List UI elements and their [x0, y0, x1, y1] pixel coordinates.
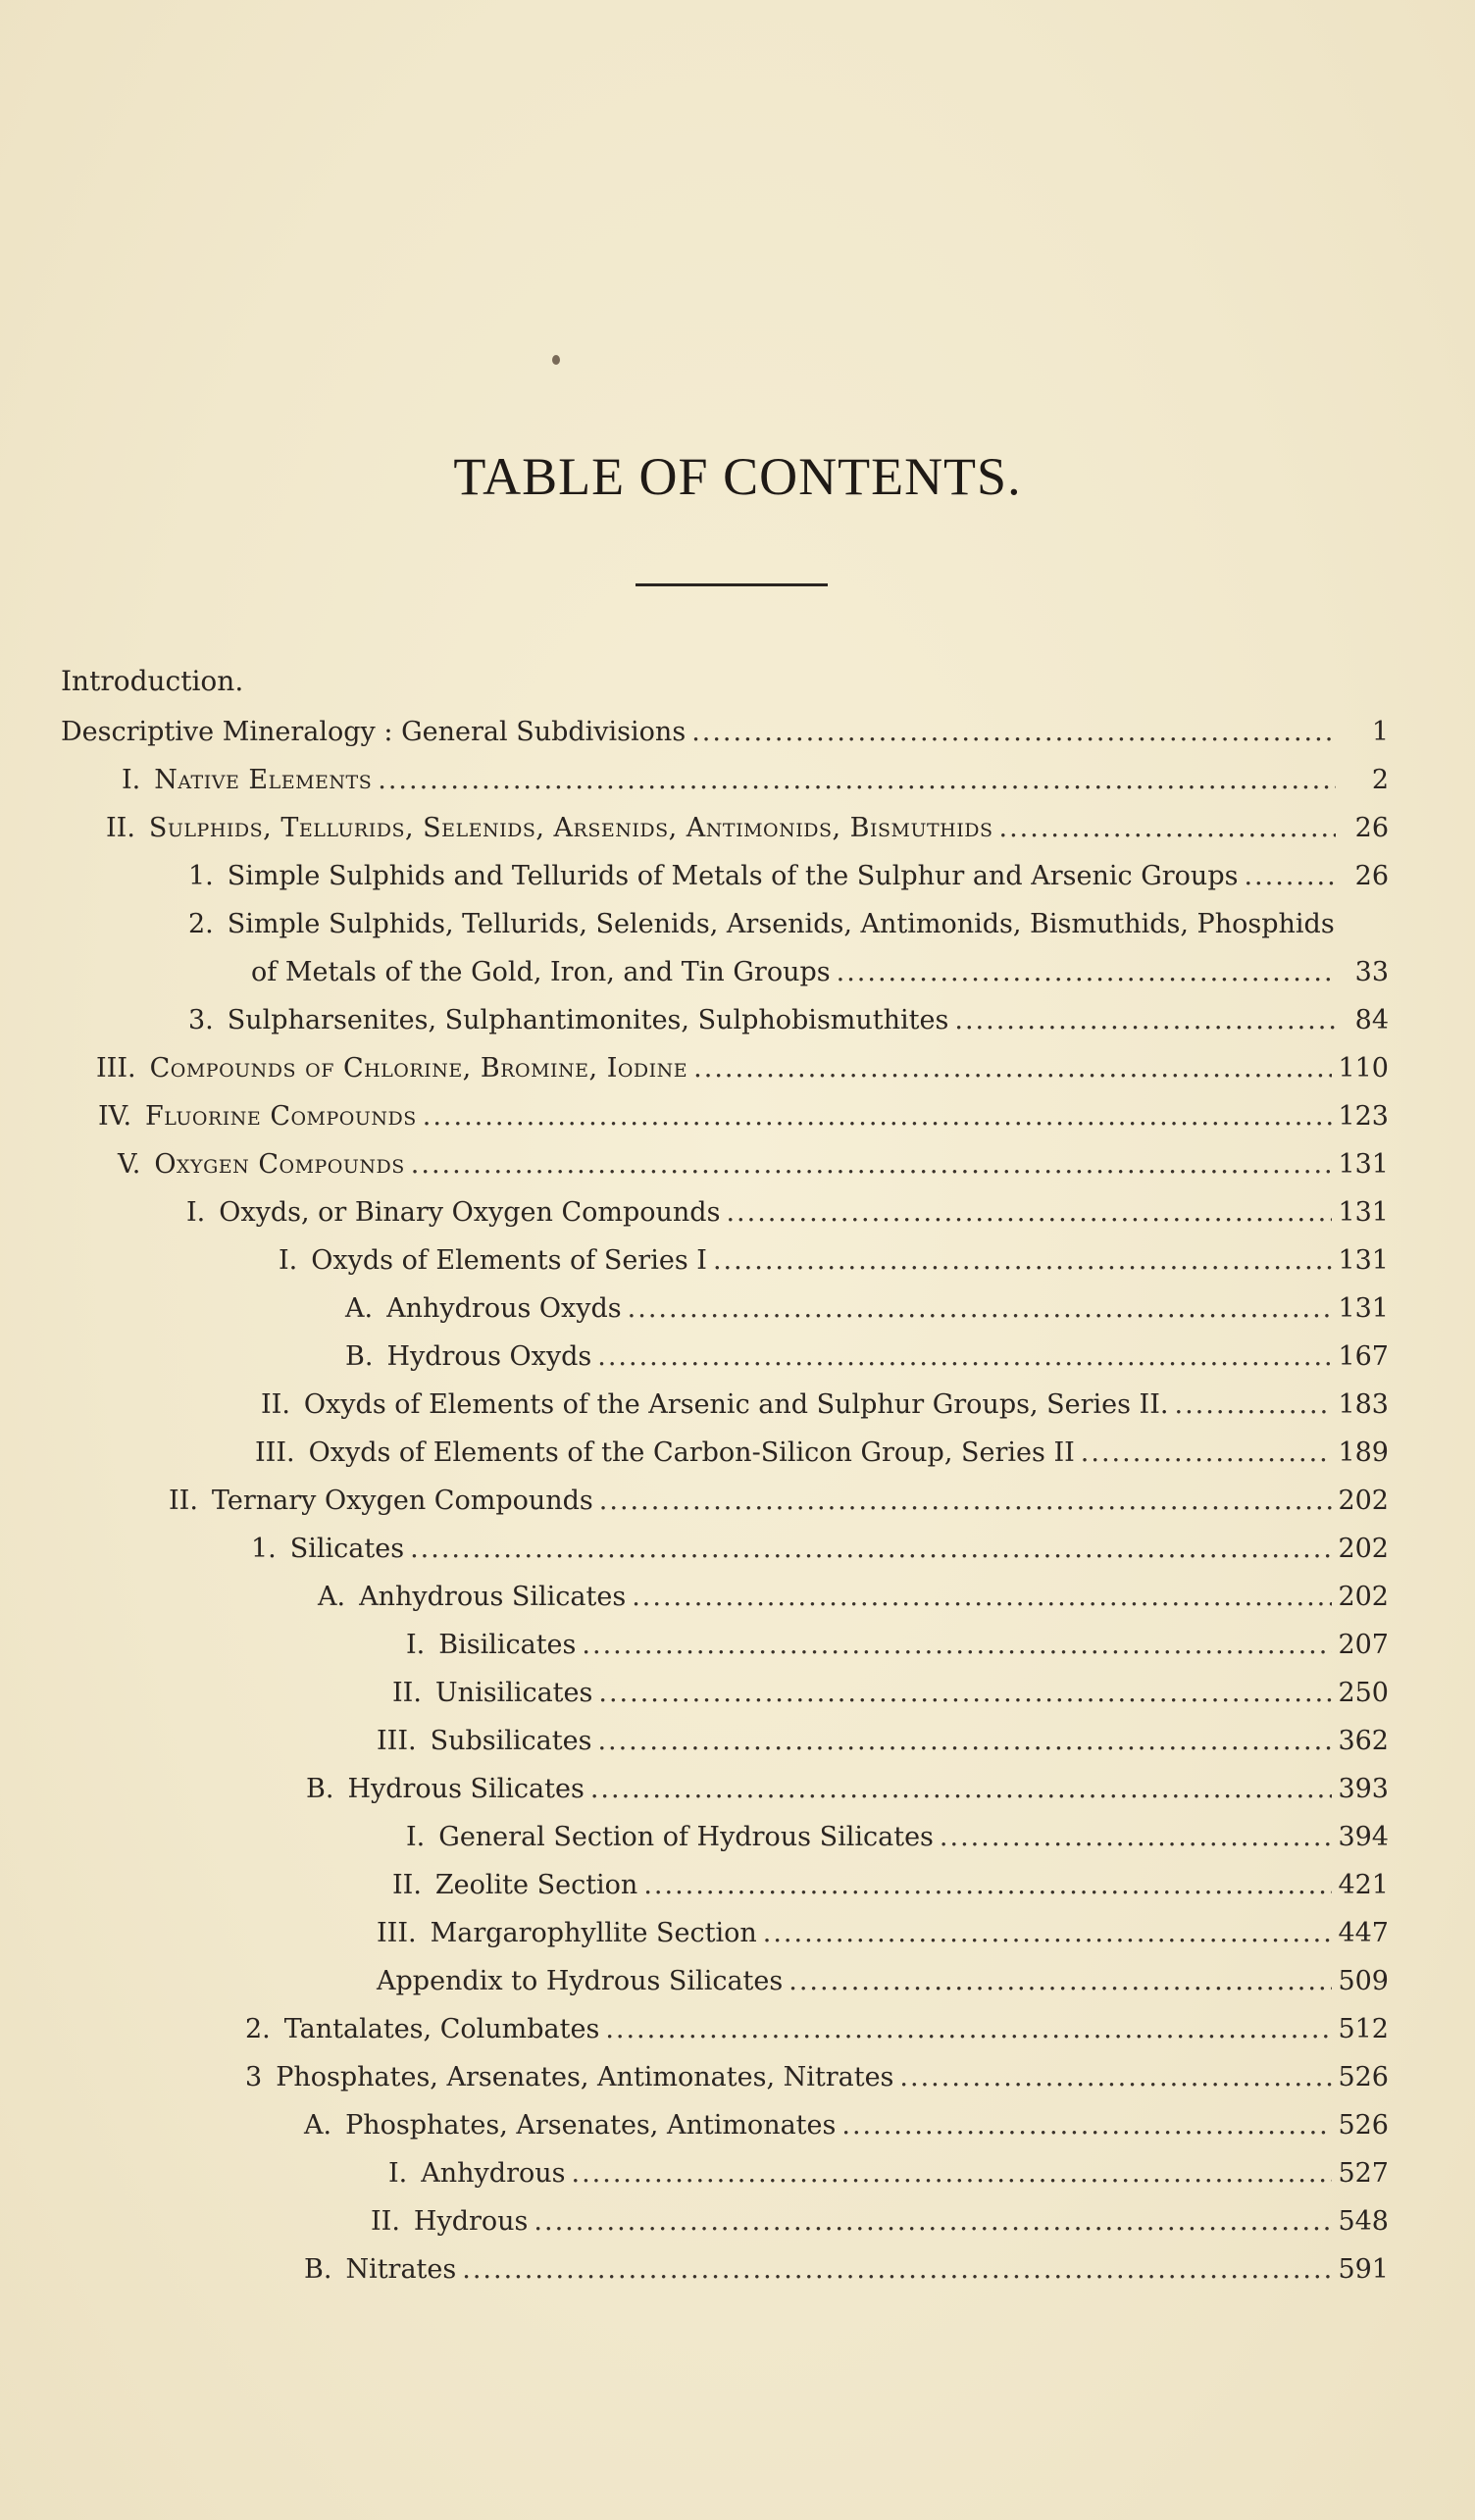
- toc-entry: [61, 713, 1389, 752]
- toc-entry-page: 189: [1338, 1437, 1389, 1468]
- toc-entry-number: 2.: [245, 2014, 271, 2044]
- toc-entry: [345, 1289, 1389, 1329]
- dot-leader: [788, 1962, 1332, 2001]
- toc-entry-label: Tantalates, Columbates: [283, 2014, 600, 2044]
- toc-entry-page: 527: [1338, 2158, 1389, 2189]
- toc-entry-label: Oxyds, or Binary Oxygen Compounds: [219, 1197, 721, 1228]
- toc-entry-page: 202: [1338, 1534, 1389, 1564]
- toc-entry-page: 394: [1338, 1822, 1389, 1852]
- toc-entry-page: 110: [1338, 1053, 1389, 1084]
- toc-entry-page: 1: [1371, 717, 1389, 747]
- dot-leader: [1081, 1434, 1333, 1473]
- toc-entry: [377, 1914, 1389, 1953]
- toc-entry-number: II.: [371, 2206, 400, 2237]
- toc-entry-page: 131: [1338, 1245, 1389, 1276]
- toc-entry-number: II.: [261, 1389, 290, 1420]
- toc-entry-label: Anhydrous: [421, 2158, 566, 2189]
- dot-leader: [462, 2250, 1332, 2290]
- toc-entry-number: A.: [345, 1293, 374, 1324]
- toc-entry-page: 393: [1338, 1774, 1389, 1804]
- toc-entry: [245, 2058, 1389, 2097]
- toc-entry-number: 1.: [188, 861, 214, 891]
- dot-leader: [423, 1097, 1333, 1136]
- toc-entry-page: 526: [1338, 2110, 1389, 2141]
- toc-entry-number: III.: [96, 1053, 136, 1084]
- toc-entry-label: Bisilicates: [438, 1630, 577, 1660]
- introduction-heading: Introduction.: [61, 665, 244, 697]
- dot-leader: [534, 2202, 1332, 2242]
- toc-entry-label: General Section of Hydrous Silicates: [438, 1822, 934, 1852]
- toc-entry: [255, 1434, 1389, 1473]
- toc-entry-label: Anhydrous Silicates: [359, 1582, 627, 1612]
- toc-entry-label: Nitrates: [345, 2254, 457, 2285]
- toc-entry-label: Native Elements: [154, 765, 373, 795]
- toc-entry: [388, 2154, 1389, 2193]
- toc-entry-label: Simple Sulphids and Tellurids of Metals of the Sulphur and Arsenic Groups: [227, 861, 1239, 891]
- toc-entry: [371, 2202, 1389, 2242]
- toc-entry-page: 202: [1338, 1582, 1389, 1612]
- toc-entry-page: 131: [1338, 1149, 1389, 1180]
- toc-entry-label: Phosphates, Arsenates, Antimonates, Nitrates: [276, 2062, 894, 2092]
- toc-entry: [406, 1818, 1389, 1857]
- dot-leader: [597, 1337, 1332, 1377]
- toc-entry-number: I.: [406, 1822, 426, 1852]
- toc-entry-number: II.: [169, 1486, 198, 1516]
- dot-leader: [693, 1049, 1332, 1088]
- toc-entry-page: 250: [1338, 1678, 1389, 1708]
- toc-entry-label: Oxyds of Elements of the Carbon-Silicon Group, Series II: [308, 1437, 1075, 1468]
- toc-entry-label: Compounds of Chlorine, Bromine, Iodine: [149, 1053, 688, 1084]
- toc-entry-page: 362: [1338, 1726, 1389, 1756]
- dot-leader: [628, 1289, 1333, 1329]
- toc-entry-page: 2: [1371, 765, 1389, 795]
- toc-entry-page: 202: [1338, 1486, 1389, 1516]
- toc-entry: [245, 2010, 1389, 2049]
- toc-entry-label: Phosphates, Arsenates, Antimonates: [345, 2110, 837, 2141]
- toc-entry-number: III.: [377, 1918, 417, 1948]
- toc-entry-label: Silicates: [289, 1534, 405, 1564]
- toc-entry-number: III.: [377, 1726, 417, 1756]
- toc-entry: [261, 1386, 1389, 1425]
- toc-entry-page: 33: [1354, 957, 1389, 987]
- dot-leader: [598, 1674, 1332, 1713]
- dot-leader: [410, 1530, 1332, 1569]
- toc-entry-page: 84: [1354, 1005, 1389, 1035]
- dot-leader: [998, 809, 1336, 848]
- toc-entry-number: I.: [186, 1197, 206, 1228]
- toc-entry-label: Margarophyllite Section: [430, 1918, 757, 1948]
- toc-entry-first-line: [188, 905, 1335, 944]
- toc-entry: [169, 1482, 1389, 1521]
- toc-entry: [251, 1530, 1389, 1569]
- dot-leader: [599, 1482, 1333, 1521]
- toc-entry-label: Oxyds of Elements of Series I: [311, 1245, 707, 1276]
- dot-leader: [713, 1241, 1333, 1281]
- toc-entry-label: Hydrous Oxyds: [386, 1341, 592, 1372]
- toc-entry-number: B.: [304, 2254, 332, 2285]
- toc-entry-page: 512: [1338, 2014, 1389, 2044]
- toc-entry-number: II.: [392, 1870, 422, 1900]
- toc-entry-page: 167: [1338, 1341, 1389, 1372]
- dot-leader: [940, 1818, 1333, 1857]
- toc-entry-label: Unisilicates: [434, 1678, 593, 1708]
- dot-leader: [411, 1145, 1333, 1184]
- toc-entry: [406, 1626, 1389, 1665]
- toc-entry-label: Hydrous: [413, 2206, 529, 2237]
- toc-entry-number: A.: [304, 2110, 332, 2141]
- toc-entry-number: B.: [345, 1341, 374, 1372]
- toc-entry: [188, 1001, 1389, 1040]
- dot-leader: [763, 1914, 1333, 1953]
- toc-entry: [392, 1866, 1389, 1905]
- toc-entry: [188, 857, 1389, 896]
- toc-entry-number: 3: [245, 2062, 263, 2092]
- toc-entry-label-continued: of Metals of the Gold, Iron, and Tin Groups: [251, 957, 831, 987]
- toc-entry: [279, 1241, 1389, 1281]
- dot-leader: [726, 1193, 1332, 1233]
- dot-leader: [632, 1578, 1332, 1617]
- toc-entry: [306, 1770, 1389, 1809]
- toc-entry-number: V.: [118, 1149, 141, 1180]
- toc-entry-page: 421: [1338, 1870, 1389, 1900]
- dot-leader: [954, 1001, 1336, 1040]
- toc-entry-page: 26: [1354, 813, 1389, 843]
- toc-entry-label: Oxygen Compounds: [154, 1149, 405, 1180]
- toc-entry: [98, 1097, 1389, 1136]
- toc-entry: [96, 1049, 1389, 1088]
- toc-entry: [304, 2106, 1389, 2145]
- toc-entry: [377, 1962, 1389, 2001]
- dot-leader: [1244, 857, 1336, 896]
- toc-entry-page: 548: [1338, 2206, 1389, 2237]
- toc-entry-number: A.: [318, 1582, 346, 1612]
- toc-entry: [345, 1337, 1389, 1377]
- toc-entry-page: 131: [1338, 1293, 1389, 1324]
- toc-entry: [392, 1674, 1389, 1713]
- toc-entry-number: I.: [122, 765, 141, 795]
- toc-entry-page: 207: [1338, 1630, 1389, 1660]
- toc-entry: [304, 2250, 1389, 2290]
- toc-entry-page: 26: [1354, 861, 1389, 891]
- toc-entry-page: 123: [1338, 1101, 1389, 1132]
- dot-leader: [378, 761, 1336, 800]
- page-title: TABLE OF CONTENTS.: [453, 447, 1022, 506]
- toc-entry-page: 183: [1338, 1389, 1389, 1420]
- dot-leader: [582, 1626, 1332, 1665]
- toc-entry: [251, 953, 1389, 992]
- toc-entry-label: Zeolite Section: [434, 1870, 638, 1900]
- toc-entry-number: I.: [279, 1245, 298, 1276]
- toc-entry-page: 591: [1338, 2254, 1389, 2285]
- toc-entry-page: 131: [1338, 1197, 1389, 1228]
- toc-entry-label: Subsilicates: [430, 1726, 592, 1756]
- toc-entry-number: IV.: [98, 1101, 132, 1132]
- toc-entry-label: Simple Sulphids, Tellurids, Selenids, Arsenids, Antimonids, Bismuthids, Phosphids: [227, 909, 1335, 939]
- dot-leader: [605, 2010, 1332, 2049]
- toc-entry-page: 509: [1338, 1966, 1389, 1996]
- toc-entry-number: I.: [406, 1630, 426, 1660]
- toc-entry-number: II.: [106, 813, 135, 843]
- toc-entry-label: Sulpharsenites, Sulphantimonites, Sulphobismuthites: [227, 1005, 949, 1035]
- toc-entry-label: Fluorine Compounds: [145, 1101, 417, 1132]
- toc-entry-number: 2.: [188, 909, 214, 939]
- toc-entry-label: Appendix to Hydrous Silicates: [377, 1966, 784, 1996]
- ink-speck: [552, 355, 560, 365]
- dot-leader: [1174, 1386, 1332, 1425]
- dot-leader: [841, 2106, 1332, 2145]
- dot-leader: [899, 2058, 1332, 2097]
- dot-leader: [691, 713, 1336, 752]
- toc-entry-label: Descriptive Mineralogy : General Subdivisions: [61, 717, 687, 747]
- dot-leader: [571, 2154, 1332, 2193]
- dot-leader: [643, 1866, 1332, 1905]
- toc-entry-number: I.: [388, 2158, 408, 2189]
- toc-entry-number: III.: [255, 1437, 295, 1468]
- toc-entry-number: B.: [306, 1774, 334, 1804]
- toc-entry-label: Ternary Oxygen Compounds: [211, 1486, 593, 1516]
- toc-entry-page: 447: [1338, 1918, 1389, 1948]
- toc-entry-number: II.: [392, 1678, 422, 1708]
- toc-entry: [377, 1722, 1389, 1761]
- dot-leader: [837, 953, 1336, 992]
- title-rule: [636, 583, 828, 586]
- toc-entry-label: Anhydrous Oxyds: [386, 1293, 622, 1324]
- toc-entry-page: 526: [1338, 2062, 1389, 2092]
- toc-entry: [318, 1578, 1389, 1617]
- toc-entry: [122, 761, 1389, 800]
- toc-entry-number: 1.: [251, 1534, 277, 1564]
- toc-entry: [106, 809, 1389, 848]
- toc-entry-label: Hydrous Silicates: [347, 1774, 585, 1804]
- toc-entry: [186, 1193, 1389, 1233]
- dot-leader: [590, 1770, 1333, 1809]
- toc-entry-number: 3.: [188, 1005, 214, 1035]
- toc-entry-label: Oxyds of Elements of the Arsenic and Sulphur Groups, Series II.: [303, 1389, 1169, 1420]
- toc-entry-label: Sulphids, Tellurids, Selenids, Arsenids, Antimonids, Bismuthids: [148, 813, 993, 843]
- toc-entry: [118, 1145, 1389, 1184]
- dot-leader: [597, 1722, 1332, 1761]
